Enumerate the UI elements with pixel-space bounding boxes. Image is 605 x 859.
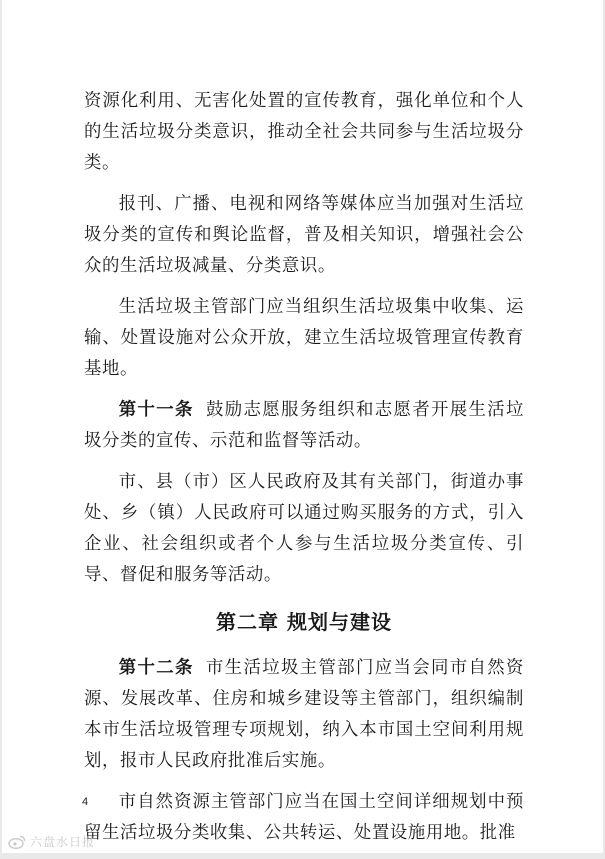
weibo-icon [8,835,26,849]
page-number: 4 [82,796,89,808]
paragraph-text: 鼓励志愿服务组织和志愿者开展生活垃圾分类的宣传、示范和监督等活动。 [84,400,525,451]
paragraph [84,292,524,385]
paragraph [84,189,524,282]
watermark-text: 六盘水日报 [30,835,96,849]
paragraph-text: 市自然资源主管部门应当在国土空间详细规划中预留生活垃圾分类收集、公共转运、处置设施用地。批准 [84,792,524,843]
article-number: 第十二条 [118,658,194,678]
article-12 [84,653,524,777]
paragraph [84,787,524,849]
document-page [2,0,603,853]
article-number: 第十一条 [118,400,194,420]
paragraph [84,467,524,591]
paragraph-text: 市、县（市）区人民政府及其有关部门，街道办事处、乡（镇）人民政府可以通过购买服务的方式，引入企业、社会组织或者个人参与生活垃圾分类宣传、引导、督促和服务等活动。 [84,472,524,585]
article-11 [84,395,524,457]
paragraph-text: 报刊、广播、电视和网络等媒体应当加强对生活垃圾分类的宣传和舆论监督，普及相关知识，增强社会公众的生活垃圾减量、分类意识。 [84,194,524,276]
paragraph-text: 生活垃圾主管部门应当组织生活垃圾集中收集、运输、处置设施对公众开放，建立生活垃圾管理宣传教育基地。 [84,297,524,379]
paragraph-text: 资源化利用、无害化处置的宣传教育，强化单位和个人的生活垃圾分类意识，推动全社会共同参与生活垃圾分类。 [84,91,524,173]
chapter-heading: 第二章 规划与建设 [216,610,392,634]
paragraph-text: 市生活垃圾主管部门应当会同市自然资源、发展改革、住房和城乡建设等主管部门，组织编制本市生活垃圾管理专项规划，纳入本市国土空间利用规划，报市人民政府批准后实施。 [84,658,525,771]
document-body [84,86,524,859]
paragraph [84,86,524,179]
watermark [8,833,95,850]
